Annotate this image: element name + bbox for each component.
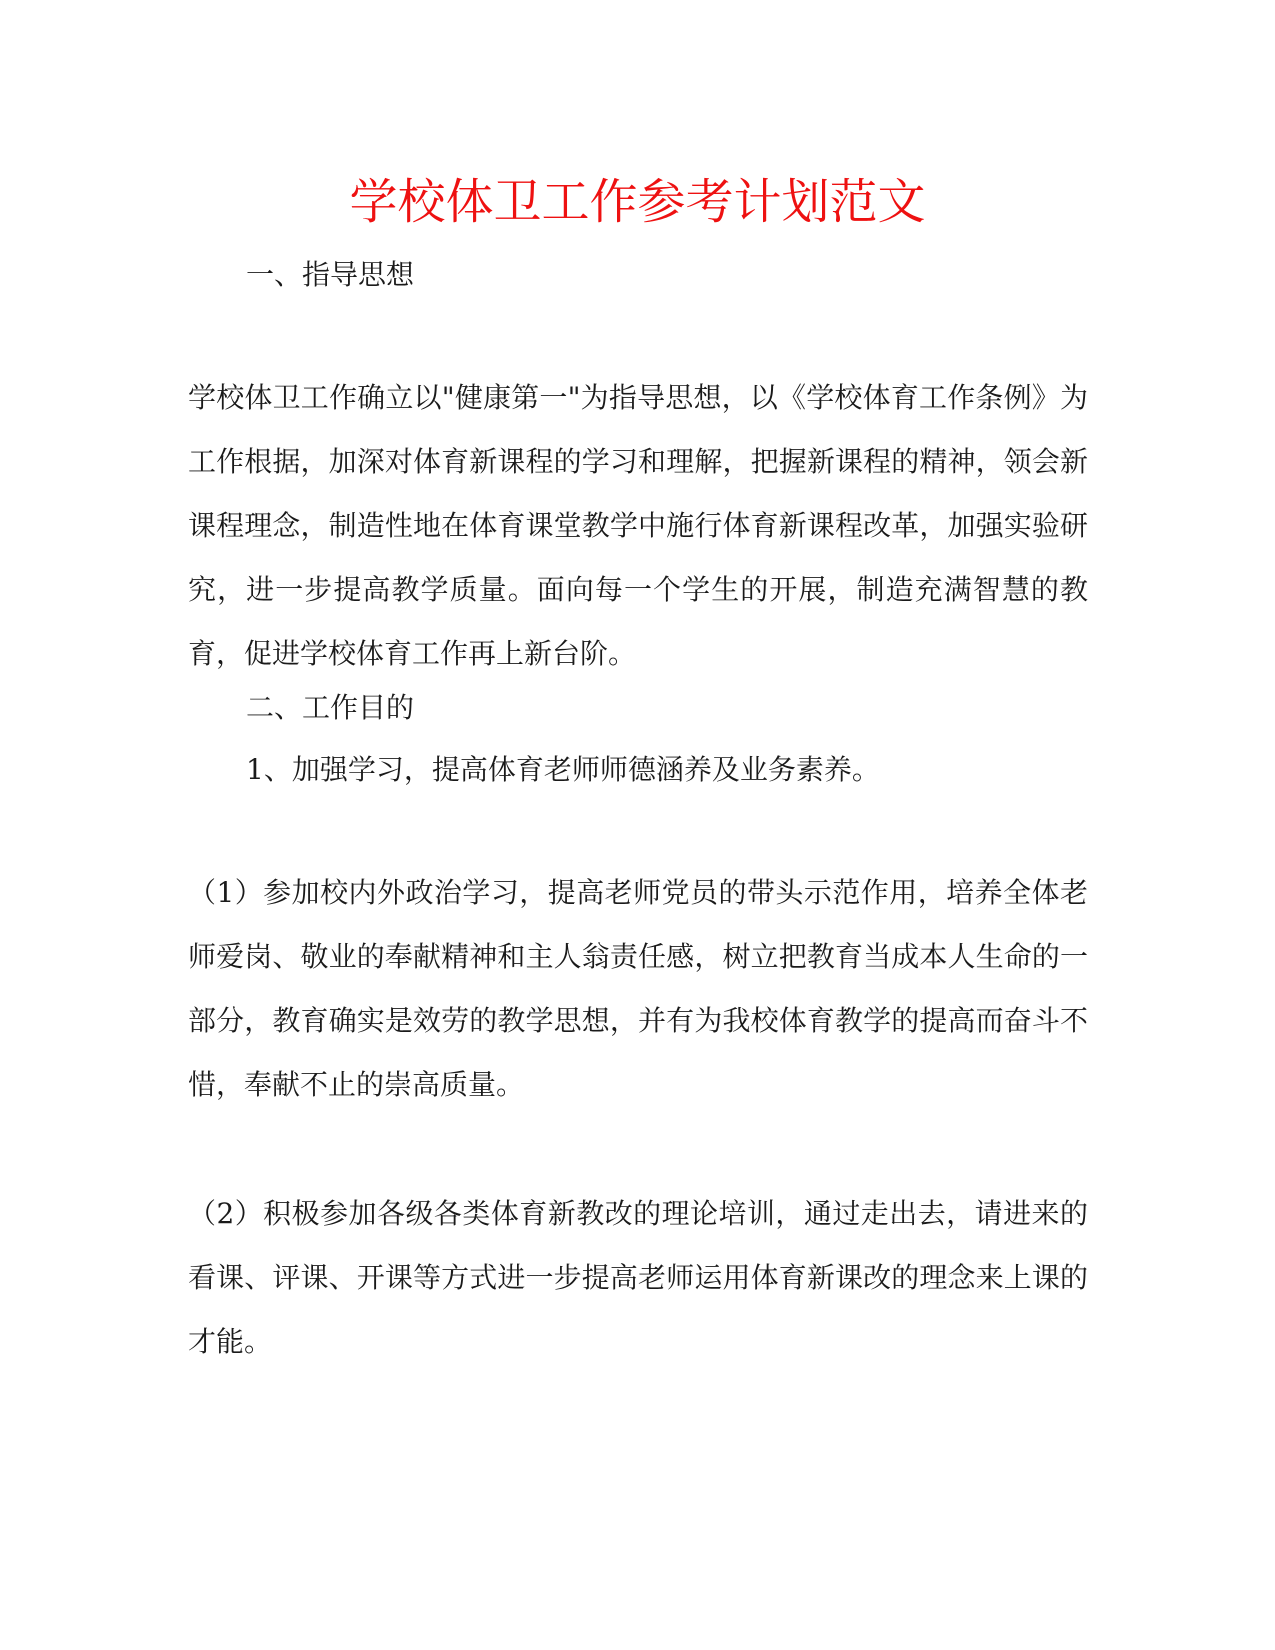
- item-paragraph-training: （2）积极参加各级各类体育新教改的理论培训，通过走出去，请进来的看课、评课、开课等方式进一步提高老师运用体育新课改的理念来上课的才能。: [188, 1197, 1088, 1358]
- section-heading-work-objectives: 二、工作目的: [246, 691, 415, 724]
- section-heading-guiding-ideology: 一、指导思想: [246, 258, 415, 291]
- guiding-ideology-paragraph: 学校体卫工作确立以"健康第一"为指导思想，以《学校体育工作条例》为工作根据，加深对体育新课程的学习和理解，把握新课程的精神，领会新课程理念，制造性地在体育课堂教学中施行体育新课程改革，加强实验研究，进一步提高教学质量。面向每一个学生的开展，制造充满智慧的教育，促进学校体育工作再上新台阶。: [188, 381, 1088, 670]
- document-title: 学校体卫工作参考计划范文: [349, 174, 926, 230]
- item-paragraph-political-study: （1）参加校内外政治学习，提高老师党员的带头示范作用，培养全体老师爱岗、敬业的奉献精神和主人翁责任感，树立把教育当成本人生命的一部分，教育确实是效劳的教学思想，并有为我校体育教学的提高而奋斗不惜，奉献不止的崇高质量。: [188, 876, 1088, 1101]
- item-heading-strengthen-learning: 1、加强学习，提高体育老师师德涵养及业务素养。: [246, 753, 880, 786]
